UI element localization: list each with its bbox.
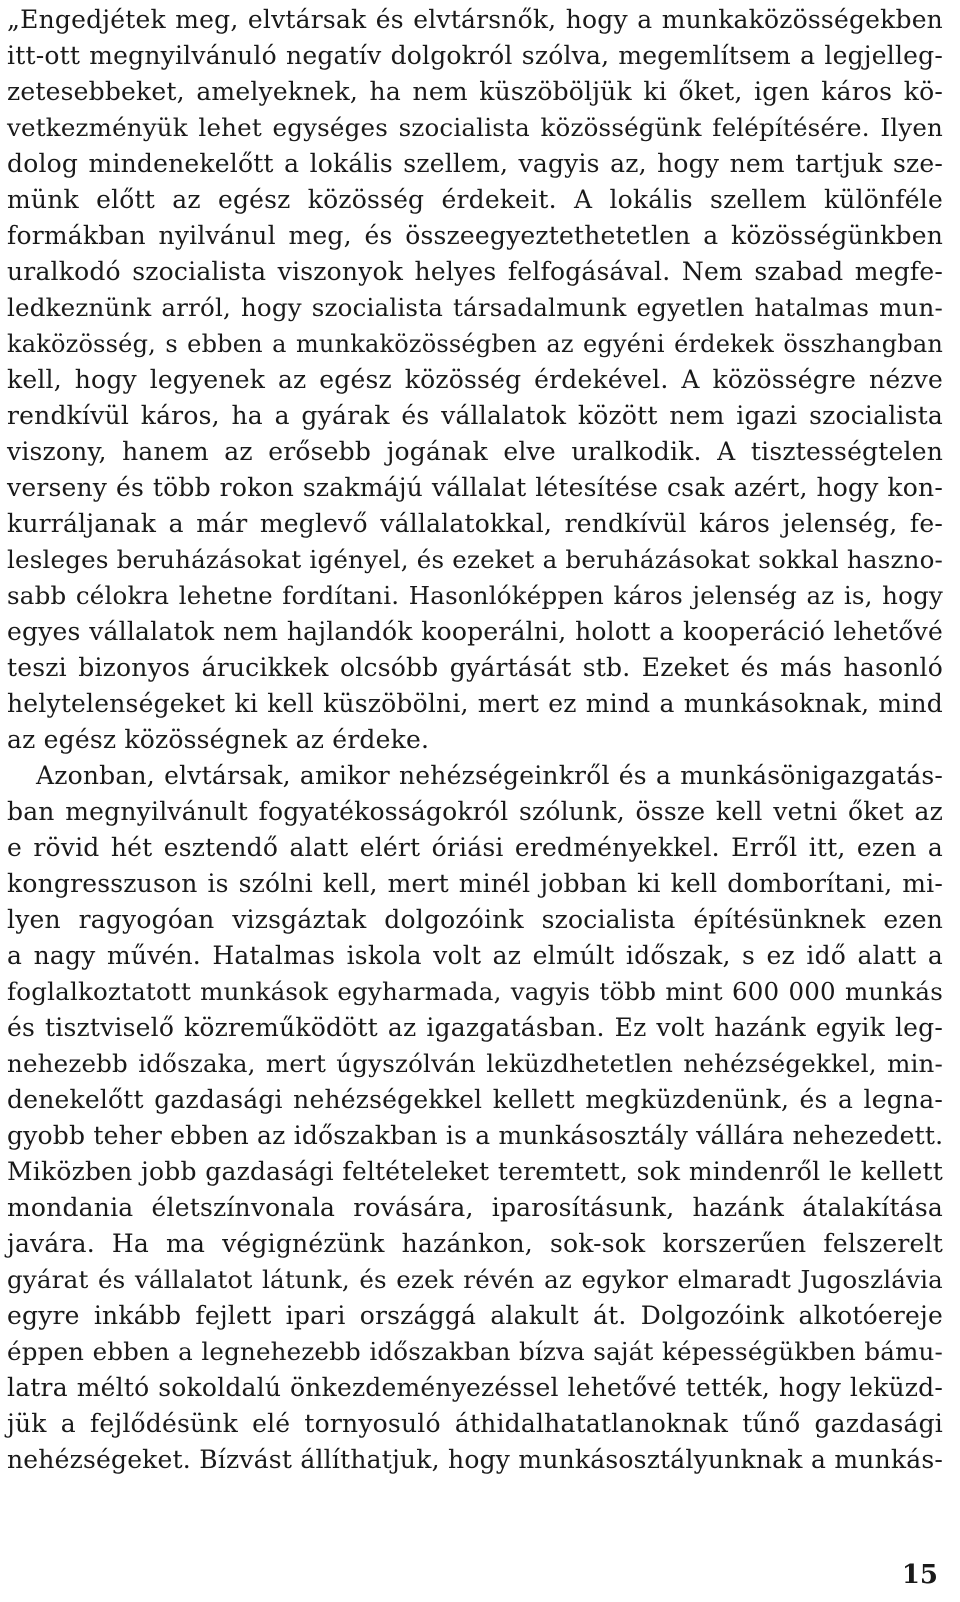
text-line: és tisztviselő közreműködött az igazgatásban. Ez volt hazánk egyik leg- xyxy=(7,1013,943,1042)
text-line: a nagy művén. Hatalmas iskola volt az elmúlt időszak, s ez idő alatt a xyxy=(7,941,943,970)
text-line: kurráljanak a már meglevő vállalatokkal, rendkívül káros jelenség, fe- xyxy=(7,509,943,538)
text-line: kaközösség, s ebben a munkaközösségben az egyéni érdekek összhangban xyxy=(7,330,943,358)
text-line: éppen ebben a legnehezebb időszakban bízva saját képességükben bámu- xyxy=(7,1337,943,1366)
text-line: viszony, hanem az erősebb jogának elve uralkodik. A tisztességtelen xyxy=(7,437,943,466)
text-line: gyárat és vállalatot látunk, és ezek révén az egykor elmaradt Jugoszlávia xyxy=(7,1265,943,1294)
paragraph-end-line: az egész közösségnek az érdeke. xyxy=(7,725,430,754)
text-line: denekelőtt gazdasági nehézségekkel kellett megküzdenünk, és a legna- xyxy=(7,1085,943,1114)
text-line: lyen ragyogóan vizsgáztak dolgozóink szocialista építésünknek ezen xyxy=(7,905,943,934)
text-line: lesleges beruházásokat igényel, és ezeket a beruházásokat sokkal haszno- xyxy=(7,545,943,574)
text-line: kell, hogy legyenek az egész közösség érdekével. A közösségre nézve xyxy=(7,365,943,394)
text-line: nehezebb időszaka, mert úgyszólván leküzdhetetlen nehézségekkel, min- xyxy=(7,1049,943,1078)
text-line: dolog mindenekelőtt a lokális szellem, vagyis az, hogy nem tartjuk sze- xyxy=(7,149,943,178)
paragraph-first-line: Azonban, elvtársak, amikor nehézségeinkről és a munkásönigazgatás- xyxy=(36,761,943,790)
text-line: jük a fejlődésünk elé tornyosuló áthidalhatatlanoknak tűnő gazdasági xyxy=(7,1409,943,1438)
text-line: javára. Ha ma végignézünk hazánkon, sok-sok korszerűen felszerelt xyxy=(7,1229,943,1258)
text-line: latra méltó sokoldalú önkezdeményezéssel lehetővé tették, hogy leküzd- xyxy=(7,1373,943,1402)
text-line: Miközben jobb gazdasági feltételeket teremtett, sok mindenről le kellett xyxy=(7,1157,943,1186)
text-line: egyes vállalatok nem hajlandók kooperálni, holott a kooperáció lehetővé xyxy=(7,617,943,646)
text-line: gyobb teher ebben az időszakban is a munkásosztály vállára nehezedett. xyxy=(7,1121,944,1150)
text-line: sabb célokra lehetne fordítani. Hasonlóképpen káros jelenség az is, hogy xyxy=(7,581,943,610)
text-line: foglalkoztatott munkások egyharmada, vagyis több mint 600 000 munkás xyxy=(7,977,943,1006)
page-number: 15 xyxy=(901,1560,938,1590)
text-line: itt-ott megnyilvánuló negatív dolgokról szólva, megemlítsem a legjelleg- xyxy=(7,41,943,70)
text-line: ban megnyilvánult fogyatékosságokról szólunk, össze kell vetni őket az xyxy=(7,797,943,826)
text-line: helytelenségeket ki kell küszöbölni, mert ez mind a munkásoknak, mind xyxy=(7,689,943,718)
text-line: uralkodó szocialista viszonyok helyes felfogásával. Nem szabad megfe- xyxy=(7,257,943,286)
text-line: nehézségeket. Bízvást állíthatjuk, hogy munkásosztályunknak a munkás- xyxy=(7,1445,943,1474)
text-line: kongresszuson is szólni kell, mert minél jobban ki kell domborítani, mi- xyxy=(7,869,943,898)
text-line: teszi bizonyos árucikkek olcsóbb gyártását stb. Ezeket és más hasonló xyxy=(7,653,943,682)
text-line: rendkívül káros, ha a gyárak és vállalatok között nem igazi szocialista xyxy=(7,401,943,430)
text-line: münk előtt az egész közösség érdekeit. A lokális szellem különféle xyxy=(7,185,943,214)
text-line: zetesebbeket, amelyeknek, ha nem küszöböljük ki őket, igen káros kö- xyxy=(7,77,943,106)
text-line: vetkezményük lehet egységes szocialista közösségünk felépítésére. Ilyen xyxy=(7,113,943,142)
text-line: mondania életszínvonala rovására, iparosításunk, hazánk átalakítása xyxy=(7,1193,943,1222)
text-line: „Engedjétek meg, elvtársak és elvtársnők, hogy a munkaközösségekben xyxy=(7,5,943,34)
text-line: verseny és több rokon szakmájú vállalat létesítése csak azért, hogy kon- xyxy=(7,473,943,502)
text-line: e rövid hét esztendő alatt elért óriási eredményekkel. Erről itt, ezen a xyxy=(7,833,943,862)
text-line: ledkeznünk arról, hogy szocialista társadalmunk egyetlen hatalmas mun- xyxy=(7,293,943,322)
text-line: egyre inkább fejlett ipari országgá alakult át. Dolgozóink alkotóereje xyxy=(7,1301,943,1330)
text-line: formákban nyilvánul meg, és összeegyeztethetetlen a közösségünkben xyxy=(7,221,943,250)
